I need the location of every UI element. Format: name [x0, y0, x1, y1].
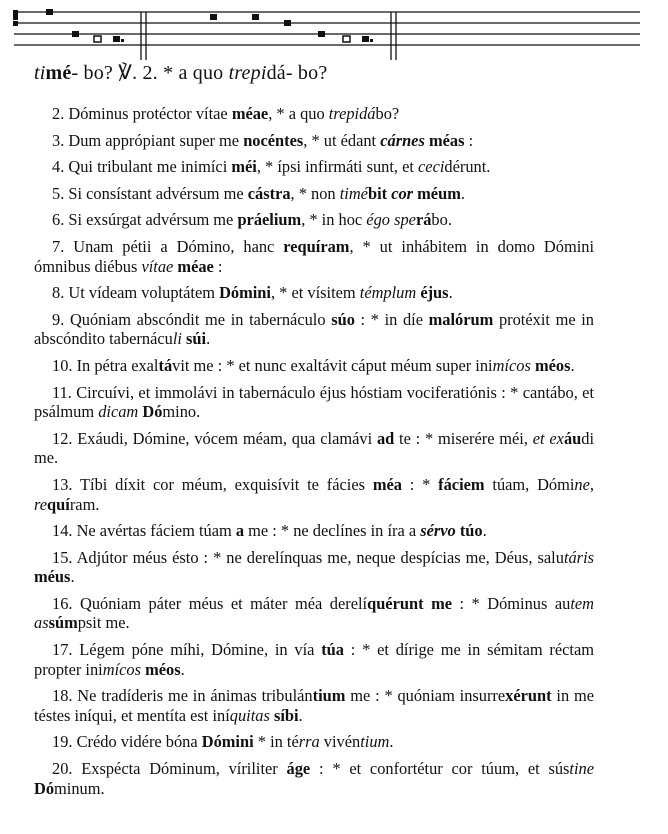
psalm-verse	[34, 594, 594, 633]
verse-segment: mícos	[492, 355, 531, 375]
verse-segment: li	[172, 329, 182, 349]
verse-segment: quérunt	[367, 593, 424, 613]
verse-segment: requíram	[283, 236, 350, 256]
verse-segment: méum	[417, 183, 461, 203]
verse-segment: .	[70, 567, 75, 587]
verse-segment: quitas	[229, 705, 270, 725]
verse-segment: 12. Exáudi, Dómine, vócem méam, qua clamávi	[52, 428, 377, 448]
psalm-verse	[34, 383, 594, 422]
verse-segment: tium	[360, 732, 390, 752]
verse-segment: psit me.	[77, 613, 130, 633]
verse-segment: tium	[312, 686, 346, 706]
verse-segment: sérvo	[420, 521, 456, 541]
verse-segment: , * et vísitem	[270, 283, 360, 303]
verse-segment: minum.	[54, 778, 105, 798]
verse-segment: Dómini	[219, 283, 271, 303]
verse-segment: ,	[589, 474, 595, 494]
verse-segment: súi	[186, 329, 207, 349]
verse-segment: vivén	[319, 732, 361, 752]
verse-segment: mícos	[102, 659, 141, 679]
verse-segment: táris	[563, 547, 594, 567]
verse-segment: bit	[367, 183, 392, 203]
verse-segment: égo	[366, 210, 390, 230]
verse-segment: di me.	[34, 428, 595, 468]
psalm-verse	[34, 310, 594, 349]
verse-segment: 3. Dum apprópiant super me	[52, 130, 244, 150]
verse-segment: : * et confortétur cor túum, et sús	[310, 759, 570, 779]
verse-segment: xérunt	[505, 686, 552, 706]
verse-segment: a	[235, 521, 245, 541]
verse-segment: méas	[428, 130, 465, 150]
psalm-verse	[34, 283, 594, 303]
verse-segment: práelium	[237, 210, 302, 230]
verse-segment: spe	[394, 210, 416, 230]
psalm-verse	[34, 210, 594, 230]
verse-segment: vítae	[141, 256, 174, 276]
verse-segment: , * a quo	[268, 104, 329, 123]
verse-segment: 4. Qui tribulant me inimíci	[52, 157, 232, 177]
verse-segment: .	[570, 355, 575, 375]
verse-segment: 14. Ne avértas fáciem túam	[52, 521, 236, 541]
psalm-verse	[34, 131, 594, 151]
verse-segment: méos	[534, 355, 571, 375]
verse-segment: méa	[372, 474, 402, 494]
verse-segment: témplum	[359, 283, 417, 303]
verse-segment: 19. Crédo vidére bóna	[52, 732, 202, 752]
verse-segment: túo	[459, 521, 483, 541]
verse-segment: tine	[569, 759, 594, 779]
verse-segment: .	[389, 732, 394, 752]
verse-segment: rá	[415, 210, 432, 230]
verse-segment: , * ut inhábitem in domo Dómini ómnibus diébus	[34, 236, 594, 276]
verse-segment: ceci	[418, 157, 445, 177]
verse-segment: ram.	[69, 494, 100, 514]
verse-segment: bo.	[431, 210, 452, 230]
verse-segment: 6. Si exsúrgat advérsum me	[52, 210, 238, 230]
verse-segment: fáciem	[438, 474, 485, 494]
verse-segment: : * in díe	[354, 309, 429, 329]
verse-segment: malórum	[428, 309, 494, 329]
verse-segment: Dó	[142, 402, 163, 422]
verse-segment: et ex	[532, 428, 564, 448]
verse-segment: :	[213, 256, 223, 276]
chant-staff	[0, 0, 668, 60]
verse-segment: dérunt.	[444, 157, 491, 177]
verse-segment: méae	[231, 104, 269, 123]
verse-segment: me	[431, 593, 452, 613]
verse-segment: .	[482, 521, 487, 541]
psalm-verse	[34, 640, 594, 679]
verse-segment: vit me : * et nunc exaltávit cáput méum super ini	[172, 355, 493, 375]
verse-segment: 11. Circuívi, et immolávi in tabernáculo éjus hóstiam vociferatiónis : * cantábo, et psálmum	[34, 382, 594, 422]
verse-segment: méae	[177, 256, 214, 276]
neume-notes	[46, 9, 124, 42]
verse-segment: , * ut édant	[303, 130, 381, 150]
verse-segment: Dómini	[201, 732, 254, 752]
verse-segment: cástra	[247, 183, 291, 203]
verse-segment: 17. Légem póne míhi, Dómine, in vía	[52, 640, 322, 660]
verse-segment: , * non	[290, 183, 340, 203]
verse-segment: .	[298, 705, 303, 725]
verse-segment: me : * ne declínes in íra a	[244, 521, 421, 541]
verse-segment	[424, 594, 432, 613]
lyric-segment: ti	[34, 62, 46, 84]
verse-segment: áu	[563, 428, 582, 448]
verse-segment: 18. Ne tradíderis me in ánimas tribulán	[52, 686, 313, 706]
verse-segment: 20. Exspécta Dóminum, víriliter	[52, 759, 287, 779]
verse-segment: súo	[331, 309, 355, 329]
verse-segment: re	[34, 494, 48, 514]
verse-segment: :	[464, 130, 474, 150]
verse-segment: 5. Si consístant advérsum me	[52, 183, 248, 203]
verse-segment: trepidá	[328, 104, 376, 123]
verse-segment: : * Dóminus au	[452, 593, 571, 613]
verse-segment: 13. Tíbi díxit cor méum, exquisívit te fácies	[52, 474, 373, 494]
verse-segment: protéxit me in abscóndito tabernácu	[34, 309, 594, 349]
verse-segment: nocéntes	[243, 130, 304, 150]
verse-segment: cárnes	[380, 130, 425, 150]
verse-segment: .	[448, 283, 453, 303]
lyric-segment: dá- bo?	[266, 62, 328, 84]
psalm-verse	[34, 475, 594, 514]
lyric-segment: - bo?	[71, 62, 119, 84]
psalm-verse	[34, 104, 594, 124]
psalm-verse	[34, 732, 594, 752]
verse-segment: timé	[339, 183, 368, 203]
verse-segment: me : * quóniam insurre	[345, 686, 506, 706]
psalm-verse	[34, 548, 594, 587]
verse-segment: , * ípsi infirmáti sunt, et	[256, 157, 419, 177]
verse-segment: tá	[158, 355, 173, 375]
verse-segment: dicam	[98, 402, 139, 422]
verse-segment: : * et dírige me in sémitam réctam propter ini	[34, 640, 594, 679]
verse-segment: túa	[321, 640, 344, 660]
verse-segment: áge	[286, 759, 311, 779]
verse-segment: bo?	[375, 104, 400, 123]
verse-segment: .	[460, 183, 465, 203]
lyric-segment: ℣. 2. * a quo	[118, 62, 229, 84]
verse-segment: Dó	[34, 778, 55, 798]
psalm-verse	[34, 686, 594, 725]
verse-segment: 16. Quóniam páter méus et máter méa derelí	[52, 593, 368, 613]
verse-segment: , * in hoc	[301, 210, 367, 230]
verse-segment: túam, Dómi	[484, 474, 575, 494]
psalm-verse	[34, 184, 594, 204]
verse-segment: * in té	[253, 732, 299, 752]
verse-segment: 15. Adjútor méus ésto : * ne derelínquas me, neque despícias me, Déus, salu	[52, 547, 564, 567]
verse-segment: 10. In pétra exal	[52, 355, 159, 375]
psalm-verse	[34, 759, 594, 798]
verse-segment: méi	[231, 157, 257, 177]
lyric-segment: mé	[45, 62, 72, 84]
verse-segment: tem as	[34, 593, 594, 633]
verse-segment: 8. Ut vídeam voluptátem	[52, 283, 220, 303]
psalm-verse	[34, 521, 594, 541]
verse-segment: .	[180, 659, 185, 679]
psalm-verse	[34, 429, 594, 468]
clef-icon	[13, 10, 18, 26]
psalm-verses	[34, 104, 594, 805]
lyric-segment: trepi	[228, 62, 267, 84]
verse-segment: súm	[48, 613, 78, 633]
verse-segment: : *	[401, 474, 439, 494]
verse-segment: méus	[34, 567, 71, 587]
verse-segment: éjus	[420, 283, 449, 303]
verse-segment: ad	[376, 428, 395, 448]
psalm-verse	[34, 356, 594, 376]
verse-segment: te : * miserére méi,	[394, 428, 533, 448]
psalm-verse	[34, 157, 594, 177]
verse-segment: méos	[145, 659, 181, 679]
verse-segment: ne	[574, 474, 590, 494]
verse-segment: 9. Quóniam abscóndit me in tabernáculo	[52, 309, 332, 329]
verse-segment: mino.	[162, 402, 201, 422]
verse-segment: 2. Dóminus protéctor vítae	[52, 104, 232, 123]
verse-segment: rra	[298, 732, 320, 752]
verse-segment: síbi	[273, 705, 299, 725]
verse-segment: .	[206, 329, 211, 349]
verse-segment: in me téstes iníqui, et mentíta est iní	[34, 686, 595, 725]
chant-lyric-line	[34, 60, 327, 85]
verse-segment: quí	[47, 494, 70, 514]
psalm-verse	[34, 237, 594, 276]
verse-segment: cor	[391, 183, 414, 203]
verse-segment: 7. Unam pétii a Dómino, hanc	[52, 236, 284, 256]
